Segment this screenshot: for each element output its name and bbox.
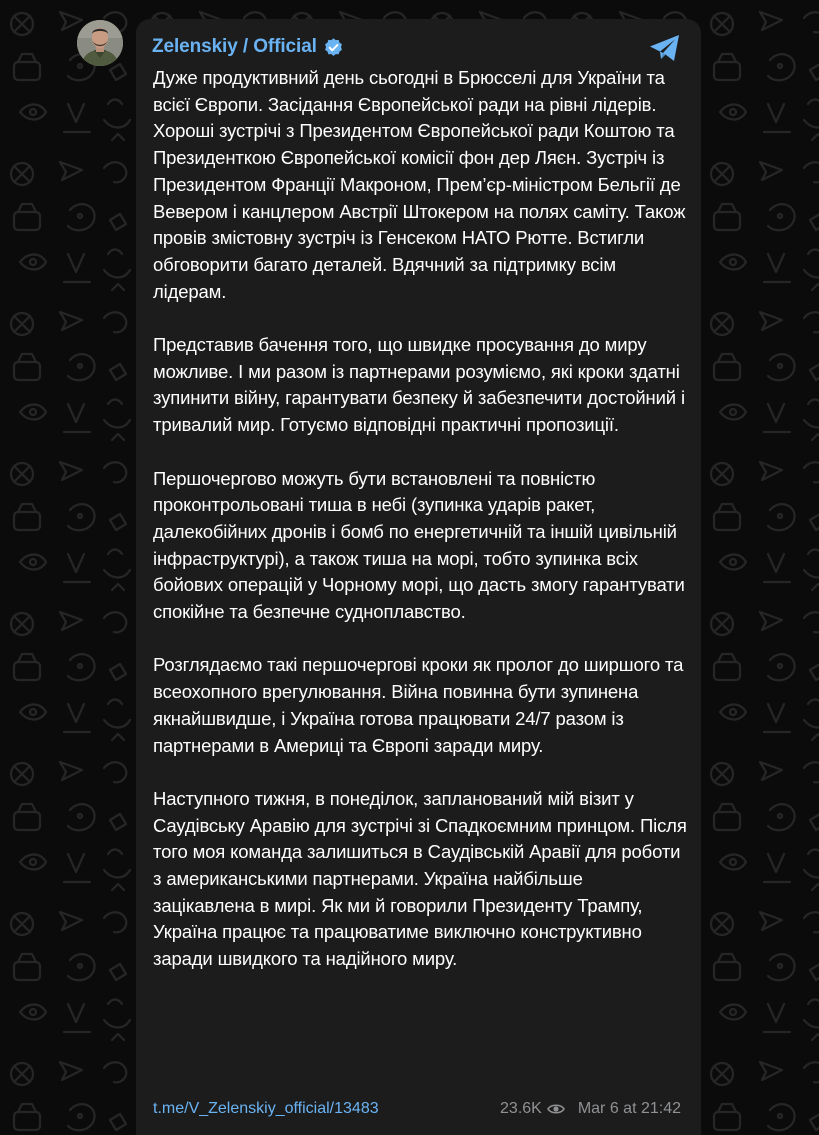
message-paragraph: Представив бачення того, що швидке просування до миру можливе. І ми разом із партнерами розуміємо, які кроки здатні зупинити війну, гарантувати безпеку й забезпечити достойний і тривалий мир. Готуємо відповідні практичні пропозиції. <box>153 334 685 436</box>
view-count: 23.6K <box>500 1100 542 1117</box>
avatar-portrait-icon <box>77 20 123 66</box>
eye-icon <box>547 1103 565 1115</box>
message-date: Mar 6 at 21:42 <box>577 1100 681 1117</box>
message-meta <box>500 1100 681 1118</box>
telegram-share-icon[interactable] <box>647 31 683 65</box>
message-text <box>153 65 687 973</box>
verified-badge-icon <box>323 37 344 58</box>
message-paragraph: Розглядаємо такі першочергові кроки як пролог до ширшого та всеохопного врегулювання. Війна повинна бути зупинена якнайшвидше, і Україна готова працювати 24/7 разом із партнерами в Америці та Європі заради миру. <box>153 654 684 756</box>
message-paragraph: Дуже продуктивний день сьогодні в Брюсселі для України та всієї Європи. Засідання Європейської ради на рівні лідерів. Хороші зустрічі з Президентом Європейської ради Коштою та Президенткою Європейської комісії фон дер Ляєн. Зустріч із Президентом Франції Макроном, Прем’єр-міністром Бельгії де Вевером і канцлером Австрії Штокером на полях саміту. Також провів змістовну зустріч із Генсеком НАТО Рютте. Встигли обговорити багато деталей. Вдячний за підтримку всім лідерам. <box>153 67 686 302</box>
post-link[interactable]: t.me/V_Zelenskiy_official/13483 <box>153 1100 379 1117</box>
message-paragraph: Першочергово можуть бути встановлені та повністю проконтрольовані тиша в небі (зупинка ударів ракет, далекобійних дронів і бомб по енергетичній та іншій цивільній інфраструктурі), а також тиша на морі, тобто зупинка всіх бойових операцій у Чорному морі, що дасть змогу гарантувати спокійне та безпечне судноплавство. <box>153 467 685 623</box>
message-card <box>136 19 701 1135</box>
message-header <box>152 35 344 59</box>
message-paragraph: Наступного тижня, в понеділок, запланований мій візит у Саудівську Аравію для зустрічі зі Спадкоємним принцом. Після того моя команда залишиться в Саудівській Аравії для роботи з американськими партнерами. Україна найбільше зацікавлена в мирі. Як ми й говорили Президенту Трампу, Україна працює та працюватиме виключно конструктивно заради швидкого та надійного миру. <box>153 787 687 970</box>
channel-avatar[interactable] <box>77 20 123 66</box>
message-footer <box>153 1098 681 1120</box>
channel-name[interactable]: Zelenskiy / Official <box>152 36 317 57</box>
